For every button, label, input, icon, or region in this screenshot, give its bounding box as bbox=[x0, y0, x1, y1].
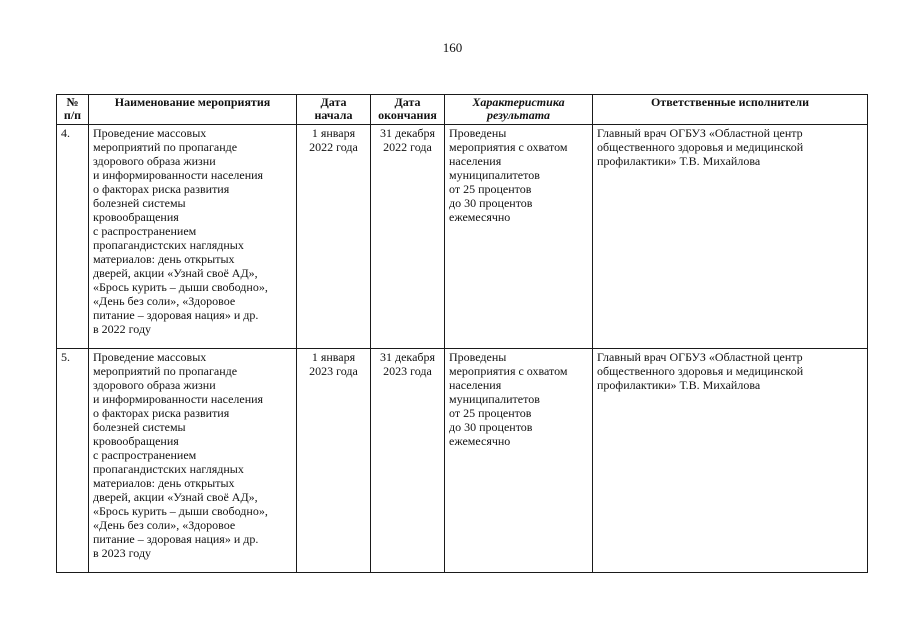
row-start-date: 1 января 2023 года bbox=[297, 349, 371, 573]
header-end-date: Дата окончания bbox=[371, 95, 445, 125]
row-executors: Главный врач ОГБУЗ «Областной центр общественного здоровья и медицинской профилактики» Т.В. Михайлова bbox=[593, 125, 868, 349]
row-result: Проведены мероприятия с охватом населения муниципалитетов от 25 процентов до 30 процентов ежемесячно bbox=[445, 125, 593, 349]
page-number: 160 bbox=[442, 40, 463, 55]
header-start-date: Дата начала bbox=[297, 95, 371, 125]
row-end-date: 31 декабря 2022 года bbox=[371, 125, 445, 349]
header-row bbox=[57, 95, 868, 125]
table-row bbox=[57, 125, 868, 349]
header-number: № п/п bbox=[57, 95, 89, 125]
row-end-date: 31 декабря 2023 года bbox=[371, 349, 445, 573]
row-measure-name: Проведение массовых мероприятий по пропаганде здорового образа жизни и информированности населения о факторах риска развития болезней системы кровообращения с распространением пропагандистских наглядных материалов: день открытых дверей, акции «Узнай своё АД», «Брось курить – дыши свободно», «День без соли», «Здоровое питание – здоровая нация» и др. в 2022 году bbox=[89, 125, 297, 349]
table-header bbox=[57, 95, 868, 125]
measures-table bbox=[56, 94, 868, 573]
header-executors: Ответственные исполнители bbox=[593, 95, 868, 125]
row-start-date: 1 января 2022 года bbox=[297, 125, 371, 349]
row-number: 5. bbox=[57, 349, 89, 573]
row-number: 4. bbox=[57, 125, 89, 349]
header-measure-name: Наименование мероприятия bbox=[89, 95, 297, 125]
row-result: Проведены мероприятия с охватом населения муниципалитетов от 25 процентов до 30 процентов ежемесячно bbox=[445, 349, 593, 573]
row-measure-name: Проведение массовых мероприятий по пропаганде здорового образа жизни и информированности населения о факторах риска развития болезней системы кровообращения с распространением пропагандистских наглядных материалов: день открытых дверей, акции «Узнай своё АД», «Брось курить – дыши свободно», «День без соли», «Здоровое питание – здоровая нация» и др. в 2023 году bbox=[89, 349, 297, 573]
header-result: Характеристика результата bbox=[445, 95, 593, 125]
row-executors: Главный врач ОГБУЗ «Областной центр общественного здоровья и медицинской профилактики» Т.В. Михайлова bbox=[593, 349, 868, 573]
table-row bbox=[57, 349, 868, 573]
